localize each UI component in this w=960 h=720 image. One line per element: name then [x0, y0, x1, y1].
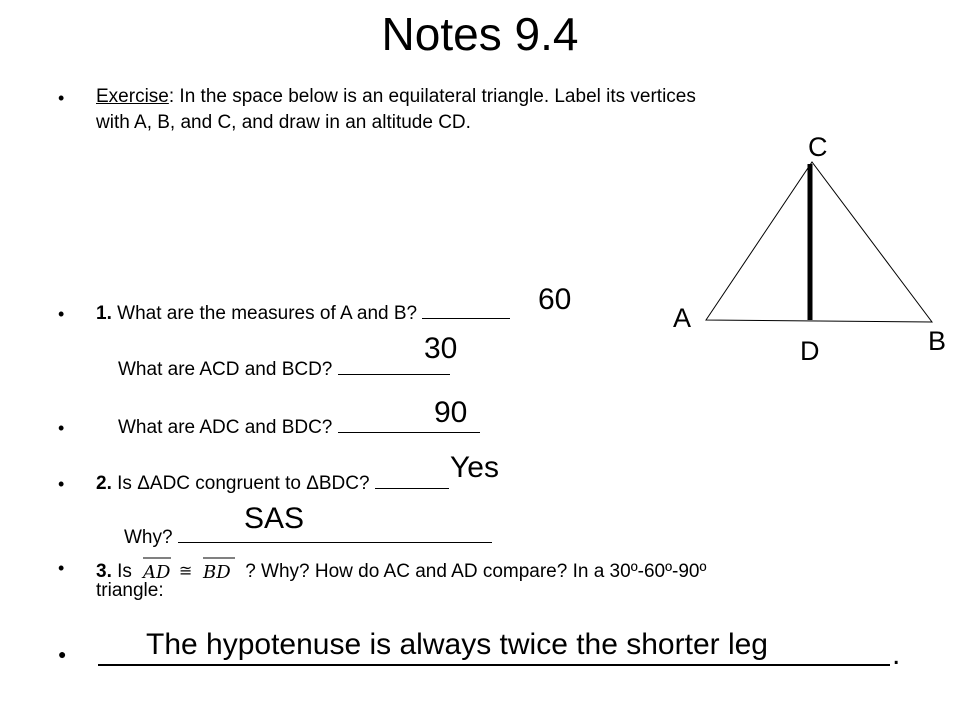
- vertex-label-b: B: [928, 326, 947, 356]
- exercise-line-2: with A, B, and C, and draw in an altitude CD.: [96, 112, 471, 133]
- bullet: ●: [58, 646, 67, 662]
- q2-line: [96, 470, 449, 495]
- page-title: Notes 9.4: [381, 8, 579, 60]
- exercise-line-1: [96, 86, 696, 108]
- q1-sub2-text: What are ADC and BDC?: [118, 417, 333, 438]
- exercise-label: Exercise: [96, 86, 169, 107]
- q2-why-line: [124, 524, 492, 549]
- q1-answer-blank: [422, 300, 510, 319]
- q2-why-blank: [178, 524, 492, 543]
- q3-line: [96, 554, 706, 590]
- equilateral-triangle-diagram: [700, 160, 940, 330]
- bullet: •: [58, 304, 65, 324]
- exercise-text-1: : In the space below is an equilateral triangle. Label its vertices: [168, 86, 696, 107]
- q2-why-answer: SAS: [244, 502, 305, 535]
- point-label-d: D: [800, 336, 820, 366]
- seg1-text: AD: [143, 562, 171, 583]
- q1-text: What are the measures of A and B?: [117, 303, 418, 324]
- q3-is: Is: [117, 561, 132, 583]
- final-period: .: [892, 638, 901, 671]
- q1-sub2-line: [118, 414, 480, 439]
- q3-line-2: triangle:: [96, 580, 164, 601]
- q1-sub1-line: [118, 356, 450, 381]
- bullet: •: [58, 558, 65, 578]
- q2-why-text: Why?: [124, 527, 173, 548]
- q2-number: 2.: [96, 473, 112, 494]
- final-answer: The hypotenuse is always twice the shorter leg: [146, 628, 768, 661]
- bullet: •: [58, 418, 65, 438]
- congruent-symbol: ≅: [179, 561, 193, 580]
- q3-number: 3.: [96, 561, 112, 583]
- vertex-label-c: C: [808, 132, 828, 162]
- q1-sub1-answer: 30: [424, 332, 458, 365]
- q1-answer: 60: [538, 283, 572, 316]
- seg2-text: BD: [203, 562, 231, 583]
- q2-text: Is ΔADC congruent to ΔBDC?: [117, 473, 370, 494]
- q1-sub1-text: What are ACD and BCD?: [118, 359, 333, 380]
- triangle-outline: [706, 162, 932, 322]
- q2-answer-blank: [375, 470, 449, 489]
- q1-sub2-answer: 90: [434, 396, 468, 429]
- q1-number: 1.: [96, 303, 112, 324]
- bullet: •: [58, 474, 65, 494]
- q2-answer: Yes: [450, 451, 499, 484]
- q1-line: [96, 300, 510, 325]
- q3-text-after: ? Why? How do AC and AD compare? In a 30º-60º-90º: [245, 561, 707, 583]
- vertex-label-a: A: [673, 303, 692, 333]
- bullet: •: [58, 88, 65, 108]
- final-answer-blank: [98, 664, 890, 666]
